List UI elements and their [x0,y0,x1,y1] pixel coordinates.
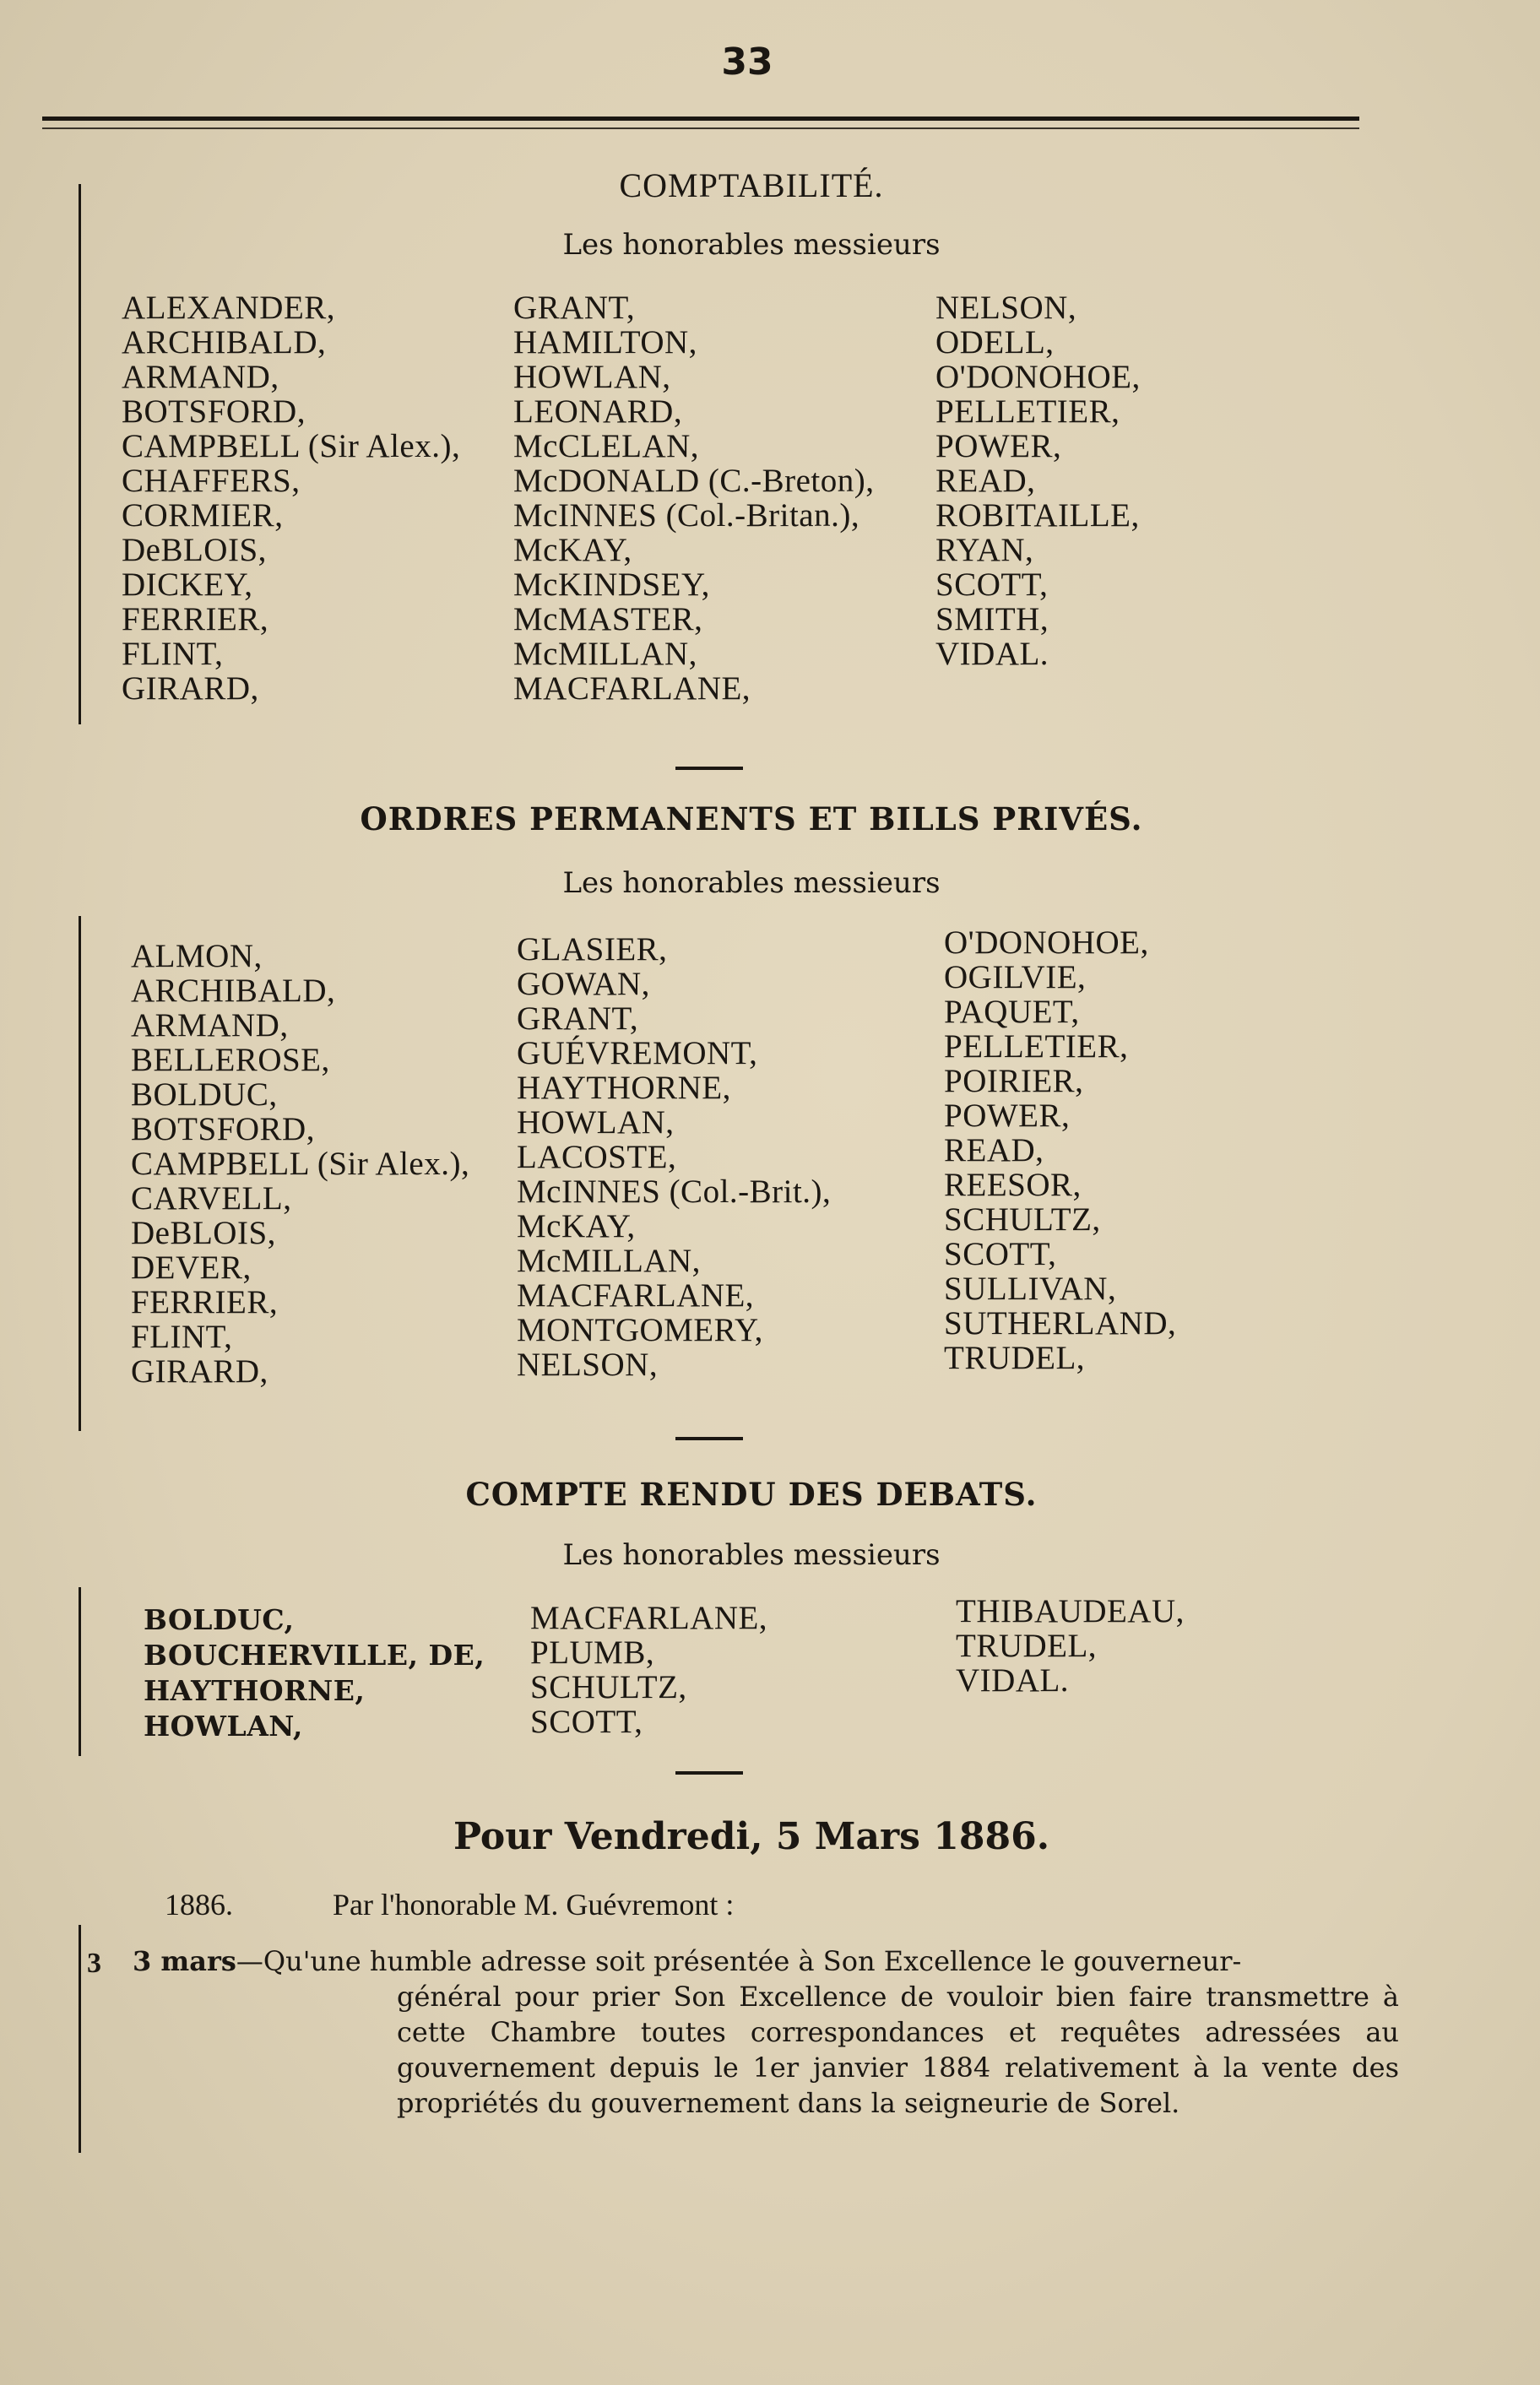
member-name: PELLETIER, [944,1028,1129,1065]
member-name: DEVER, [131,1249,252,1286]
member-name: THIBAUDEAU, [956,1593,1185,1629]
member-name: GRANT, [513,290,636,326]
member-name: POIRIER, [944,1063,1084,1099]
member-name: PAQUET, [944,994,1080,1030]
member-name: HOWLAN, [513,359,671,395]
member-name: MACFARLANE, [517,1277,755,1314]
member-name: TRUDEL, [944,1340,1086,1376]
member-name: McDONALD (C.-Breton), [513,463,875,499]
member-name: DICKEY, [122,566,253,603]
member-name: LEONARD, [513,393,683,430]
names-column [144,1602,485,1744]
member-name: GIRARD, [122,670,259,707]
section-title-compte-rendu: COMPTE RENDU DES DEBATS. [465,1476,1038,1513]
motion-text-rest: général pour prier Son Excellence de vouloir bien faire transmettre à cette Chambre toutes correspondances et requêtes adressées au gouvernement depuis le 1er janvier 1884 relativement à la vente des propriétés du gouvernement dans la seigneurie de Sorel. [397,1981,1399,2119]
member-name: SCOTT, [944,1236,1057,1272]
member-name: RYAN, [935,532,1034,568]
member-name: SCOTT, [935,566,1049,603]
names-column [122,290,460,706]
member-name: SCOTT, [530,1704,643,1740]
member-name: CARVELL, [131,1180,292,1217]
member-name: OGILVIE, [944,959,1087,995]
member-name: ODELL, [935,324,1055,360]
names-column [944,925,1176,1375]
member-name: REESOR, [944,1167,1082,1203]
member-name: TRUDEL, [956,1628,1098,1664]
member-name: McINNES (Col.-Brit.), [517,1174,832,1210]
member-name: GOWAN, [517,966,650,1002]
member-name: SULLIVAN, [944,1271,1117,1307]
member-name: McKINDSEY, [513,566,710,603]
member-name: HAMILTON, [513,324,697,360]
member-name: McINNES (Col.-Britan.), [513,497,860,534]
member-name: CAMPBELL (Sir Alex.), [131,1146,470,1182]
member-name: McCLELAN, [513,428,700,464]
names-column [956,1594,1185,1698]
member-name: SMITH, [935,601,1049,637]
names-column [935,290,1141,671]
member-name: READ, [944,1132,1044,1168]
member-name: ALMON, [131,938,263,974]
member-name: ARCHIBALD, [122,324,327,360]
section-divider [675,767,743,770]
section-subtitle: Les honorables messieurs [562,1538,941,1572]
section-title-comptabilite: COMPTABILITÉ. [619,166,884,204]
names-column [513,290,875,706]
motion-date: 3 mars [133,1945,236,1977]
member-name: DeBLOIS, [131,1215,276,1251]
member-name: FLINT, [122,636,224,672]
member-name: BOTSFORD, [122,393,306,430]
member-name: SCHULTZ, [530,1669,687,1705]
member-name: FERRIER, [131,1284,279,1320]
member-name: McMASTER, [513,601,703,637]
member-name: McMILLAN, [513,636,697,672]
member-name: FERRIER, [122,601,269,637]
member-name: NELSON, [517,1347,659,1383]
member-name: MACFARLANE, [513,670,751,707]
member-name: CORMIER, [122,497,284,534]
member-name: BOUCHERVILLE, DE, [144,1639,485,1672]
motion-year: 1886. [165,1888,233,1922]
member-name: HOWLAN, [517,1104,675,1141]
member-name: GLASIER, [517,931,668,968]
page-number: 33 [721,41,773,84]
member-name: VIDAL. [935,636,1049,672]
names-column [517,932,831,1382]
member-name: ALEXANDER, [122,290,336,326]
entry-number: 3 [87,1948,101,1979]
names-column [131,939,469,1389]
motion-header [165,1887,734,1922]
member-name: McKAY, [517,1208,636,1244]
member-name: DeBLOIS, [122,532,267,568]
member-name: MONTGOMERY, [517,1312,763,1348]
member-name: O'DONOHOE, [944,924,1149,961]
motion-text-first: —Qu'une humble adresse soit présentée à Son Excellence le gouverneur- [236,1945,1242,1977]
member-name: BOLDUC, [131,1076,278,1113]
member-name: CHAFFERS, [122,463,301,499]
member-name: PLUMB, [530,1634,655,1671]
member-name: READ, [935,463,1036,499]
margin-line [79,184,81,724]
member-name: McMILLAN, [517,1243,701,1279]
margin-line [79,1925,81,2153]
motion-mover: Par l'honorable M. Guévremont : [333,1888,735,1922]
member-name: HOWLAN, [144,1710,303,1743]
names-column [530,1601,767,1739]
header-rule [42,117,1359,121]
margin-line [79,1587,81,1756]
member-name: PELLETIER, [935,393,1120,430]
member-name: NELSON, [935,290,1077,326]
member-name: MACFARLANE, [530,1600,768,1636]
section-subtitle: Les honorables messieurs [562,228,941,262]
section-title-ordres-permanents: ORDRES PERMANENTS ET BILLS PRIVÉS. [360,800,1143,837]
member-name: ARCHIBALD, [131,973,336,1009]
member-name: POWER, [935,428,1062,464]
member-name: ARMAND, [122,359,279,395]
member-name: HAYTHORNE, [517,1070,731,1106]
member-name: GRANT, [517,1000,639,1037]
member-name: SUTHERLAND, [944,1305,1177,1342]
member-name: BOLDUC, [144,1603,295,1636]
member-name: CAMPBELL (Sir Alex.), [122,428,461,464]
member-name: SCHULTZ, [944,1201,1101,1238]
member-name: HAYTHORNE, [144,1674,366,1707]
header-rule-thin [42,127,1359,129]
member-name: McKAY, [513,532,632,568]
member-name: VIDAL. [956,1662,1070,1699]
section-divider [675,1771,743,1775]
member-name: POWER, [944,1098,1071,1134]
motion-text [133,1943,1399,2121]
day-heading: Pour Vendredi, 5 Mars 1886. [453,1815,1050,1858]
member-name: GUÉVREMONT, [517,1035,758,1071]
member-name: BELLEROSE, [131,1042,330,1078]
member-name: LACOSTE, [517,1139,677,1175]
section-subtitle: Les honorables messieurs [562,866,941,900]
member-name: O'DONOHOE, [935,359,1141,395]
member-name: ARMAND, [131,1007,289,1043]
member-name: FLINT, [131,1319,233,1355]
margin-line [79,916,81,1431]
member-name: BOTSFORD, [131,1111,315,1147]
section-divider [675,1437,743,1440]
member-name: ROBITAILLE, [935,497,1140,534]
member-name: GIRARD, [131,1353,268,1390]
